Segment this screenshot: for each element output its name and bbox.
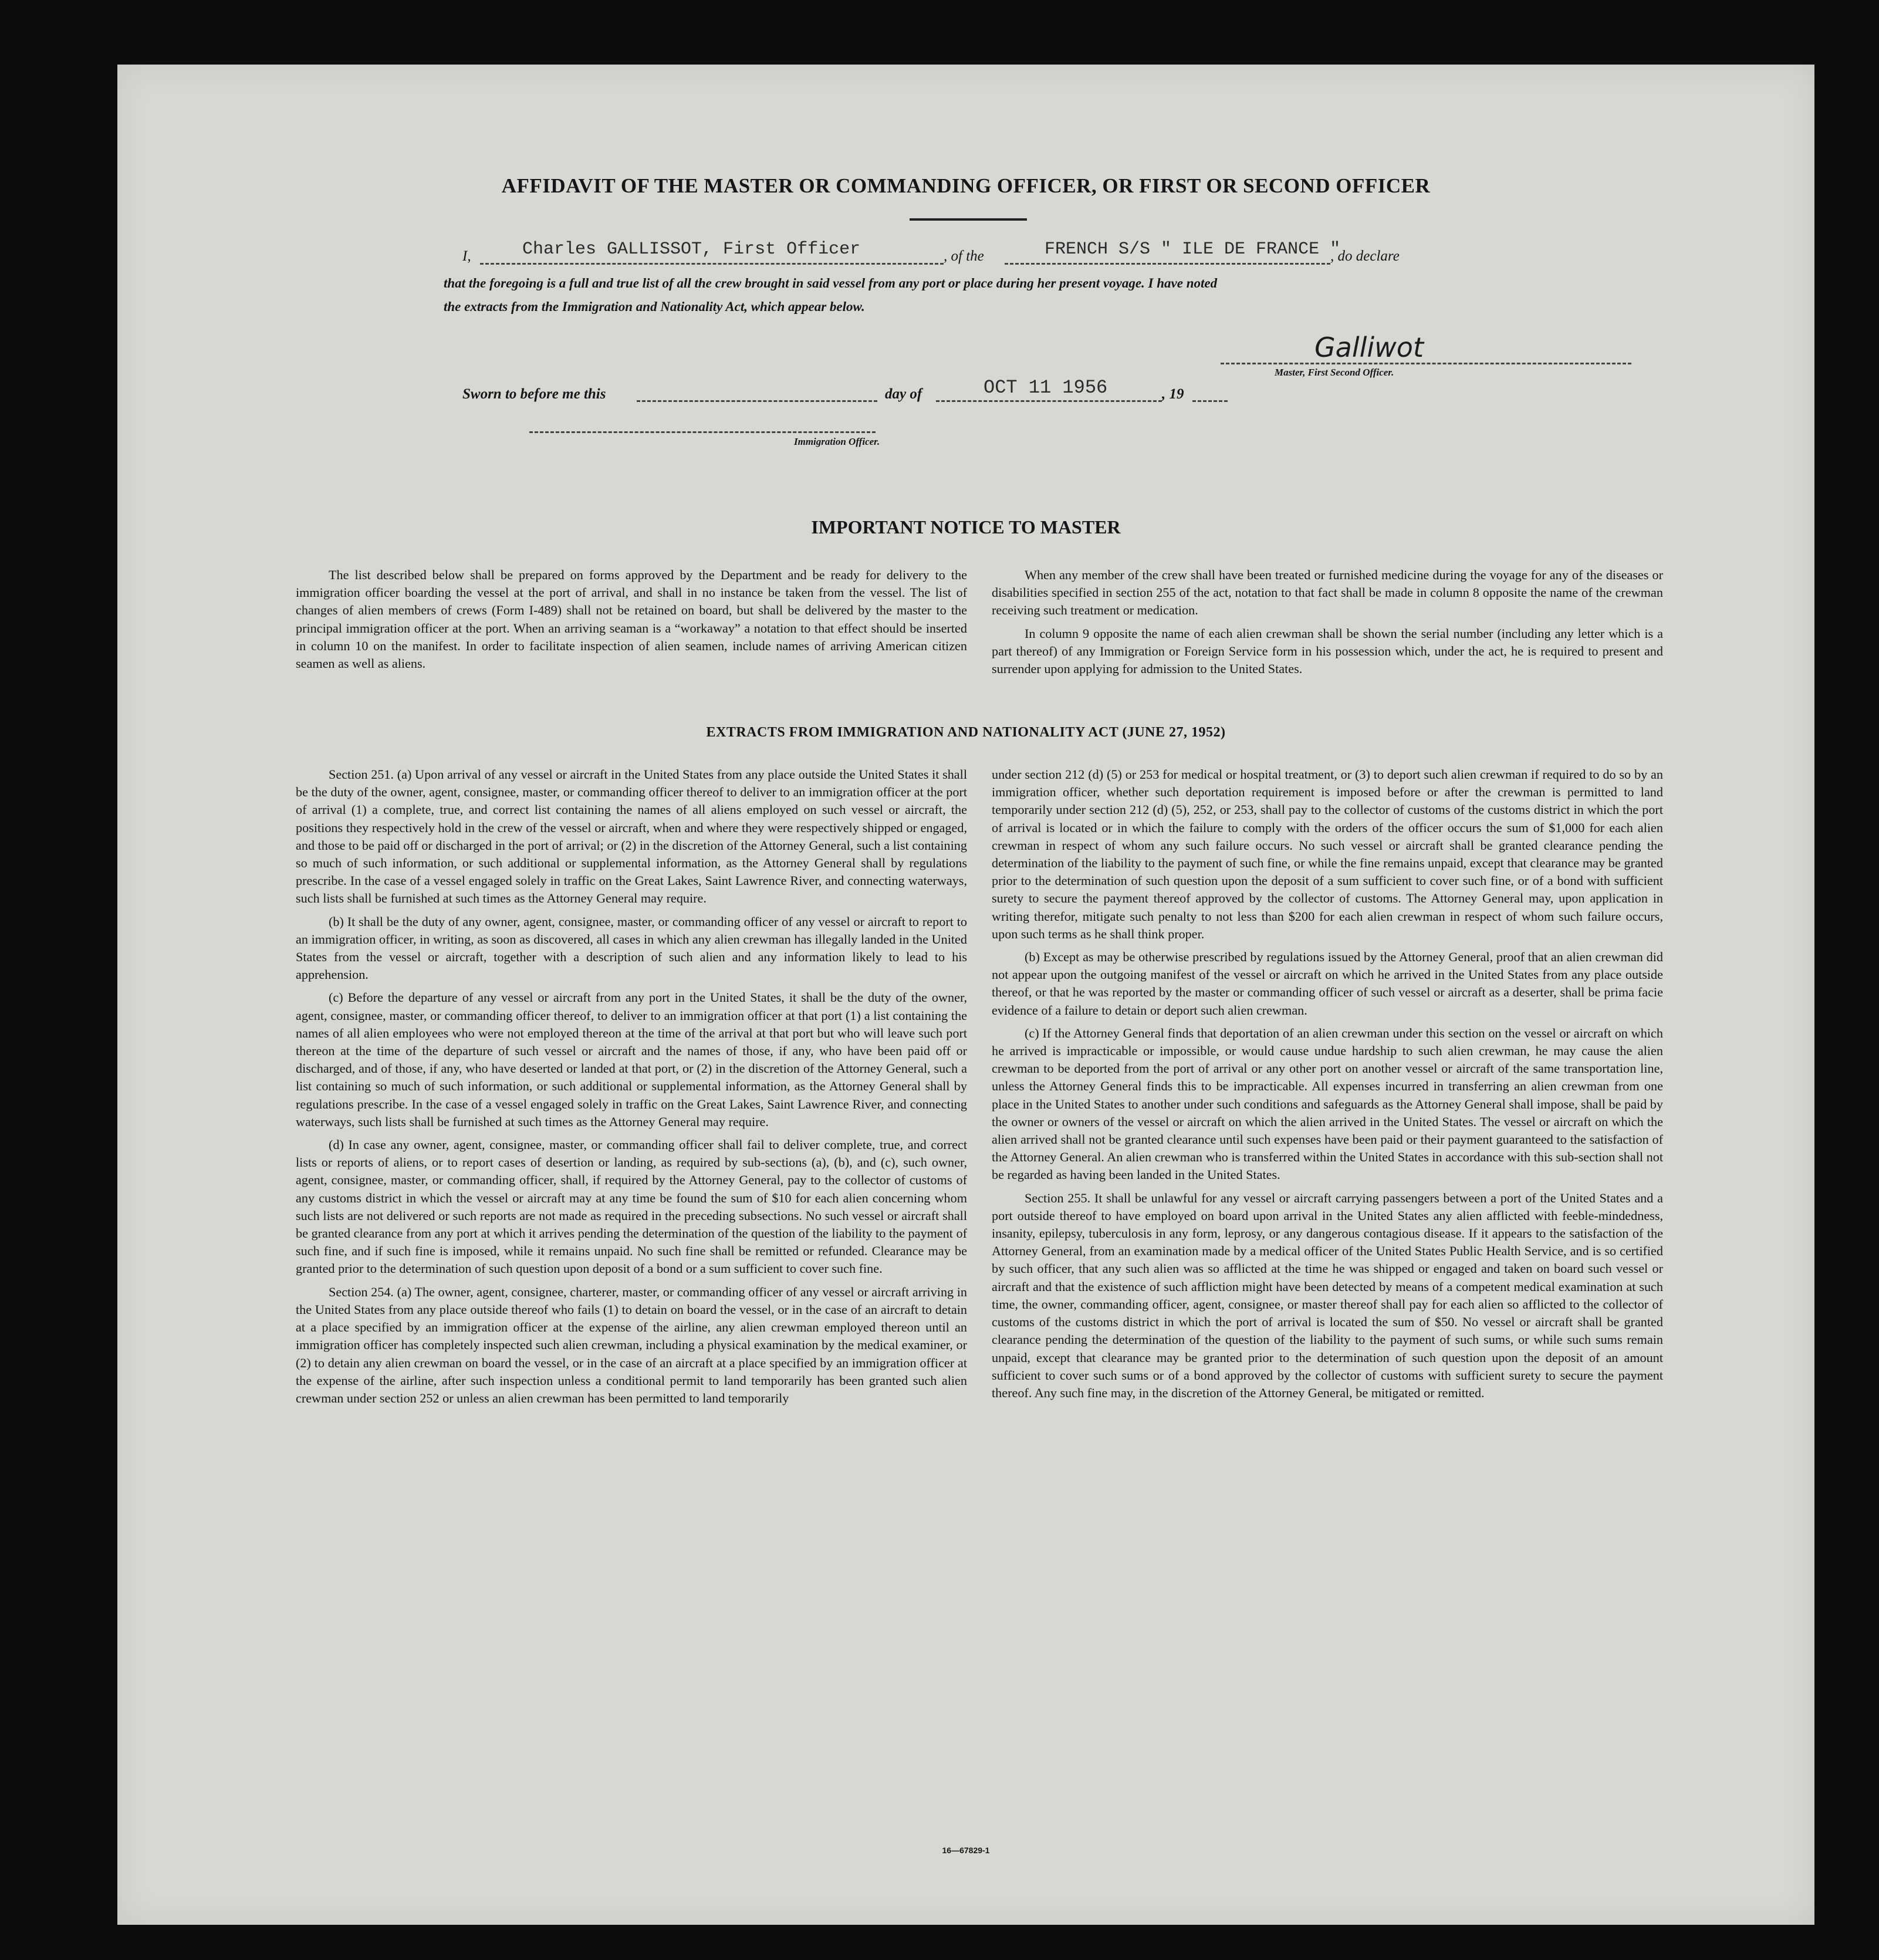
document-page <box>117 65 1814 1925</box>
notice-paragraph: In column 9 opposite the name of each alien crewman shall be shown the serial number (including any letter which is a part thereof) of any Immigration or Foreign Service form in his possession which, under the act, he is required to present and surrender upon applying for admission to the United States. <box>992 626 1663 677</box>
section-251-c: (c) Before the departure of any vessel or aircraft from any port in the United States, it shall be the duty of the owner, agent, consignee, master, or commanding officer thereof, to deliver to an immigration officer at that port (1) a list containing the names of all alien employees who were not employed thereon at the time of the arrival at that port but who will leave such port thereon at the time of the departure of such vessel or aircraft and the names of those, if any, who have been paid off or discharged, and of those, if any, who have deserted or landed at that port, or (2) in the discretion of the Attorney General, such a list containing so much of such information, or such additional or supplemental information, as the Attorney General shall by regulations prescribe. In the case of a vessel engaged solely in traffic on the Great Lakes, Saint Lawrence River, and connecting waterways, such lists shall be furnished at such times as the Attorney General may require. <box>296 990 967 1129</box>
declaration-line-2: the extracts from the Immigration and Nationality Act, which appear below. <box>444 299 865 314</box>
notice-title: IMPORTANT NOTICE TO MASTER <box>811 516 1121 538</box>
immigration-officer-label: Immigration Officer. <box>794 436 880 447</box>
day-of-label: day of <box>885 386 922 402</box>
title-rule <box>910 218 1027 221</box>
affidavit-title: AFFIDAVIT OF THE MASTER OR COMMANDING OFFICER, OR FIRST OR SECOND OFFICER <box>501 174 1431 197</box>
year-label: , 19 <box>1162 386 1184 402</box>
section-254-a: Section 254. (a) The owner, agent, consignee, charterer, master, or commanding officer of any vessel or aircraft arriving in the United States from any place outside thereof who fails (1) to detain on board the vessel, or in the case of an aircraft to detain at a place specified by an immigration officer at the expense of the airline, any alien crewman employed thereon until an immigration officer has completely inspected such alien crewman, including a physical examination by the medical examiner, or (2) to detain any alien crewman on board the vessel, or in the case of an aircraft at a place specified by an immigration officer at the expense of the airline, after such inspection unless a conditional permit to land temporarily has been granted such alien crewman under section 252 or unless an alien crewman has been permitted to land temporarily <box>296 1284 967 1405</box>
officer-name-line <box>480 263 944 265</box>
sworn-label: Sworn to before me this <box>462 386 606 402</box>
notice-paragraph: When any member of the crew shall have been treated or furnished medicine during the voyage for any of the diseases or disabilities specified in section 255 of the act, notation to that fact shall be made in column 8 opposite the name of the crewman receiving such treatment or medication. <box>992 567 1663 618</box>
date-line <box>936 400 1162 402</box>
extracts-right-column <box>992 766 1663 1407</box>
notice-right-column <box>992 566 1663 683</box>
extracts-title: EXTRACTS FROM IMMIGRATION AND NATIONALITY ACT (JUNE 27, 1952) <box>706 725 1226 740</box>
i-label: I, <box>462 248 471 264</box>
immigration-officer-line <box>529 431 876 433</box>
notice-paragraph: The list described below shall be prepared on forms approved by the Department and be ready for delivery to the immigration officer boarding the vessel at the port of arrival, and shall in no instance be taken from the vessel. The list of changes of alien members of crews (Form I-489) shall not be retained on board, but shall be delivered by the master to the principal immigration officer at the port. When an arriving seaman is a “workaway” a notation to that effect should be inserted in column 10 on the manifest. In order to facilitate inspection of alien seamen, include names of arriving American citizen seamen as well as aliens. <box>296 567 967 671</box>
form-number: 16—67829-1 <box>942 1846 990 1855</box>
declaration-line-1: that the foregoing is a full and true list of all the crew brought in said vessel from any port or place during her present voyage. I have noted <box>444 276 1218 290</box>
of-the-label: , of the <box>944 248 984 264</box>
vessel-name-line <box>1005 263 1330 265</box>
officer-signature: Galliwot <box>1314 332 1424 363</box>
section-254-a-cont: under section 212 (d) (5) or 253 for medical or hospital treatment, or (3) to deport such alien crewman if required to do so by an immigration officer, whether such deportation requirement is imposed before or after the crewman is permitted to land temporarily under section 212 (d) (5), 252, or 253, shall pay to the collector of customs of the customs district in which the port of arrival is located or in which the failure to comply with the orders of the officer occurs the sum of $1,000 for each alien crewman in respect of whom any such failure occurs. No such vessel or aircraft shall be granted clearance pending the determination of the liability to the payment of such fine, or while the fine remains unpaid, except that clearance may be granted prior to the determination of such question upon the deposit of a sum sufficient to cover such fine, or of a bond with sufficient surety to secure the payment thereof approved by the collector of customs. The Attorney General may, upon application in writing therefor, mitigate such penalty to not less than $200 for each alien crewman in respect of whom such failure occurs, upon such terms as he shall think proper. <box>992 767 1663 941</box>
signature-caption: Master, First Second Officer. <box>1275 367 1394 378</box>
vessel-name: FRENCH S/S " ILE DE FRANCE " <box>1045 239 1341 259</box>
year-line <box>1192 400 1228 402</box>
date-stamp: OCT 11 1956 <box>984 377 1108 398</box>
sworn-day-line <box>637 400 877 402</box>
signature-line <box>1221 363 1631 364</box>
do-declare-label: , do declare <box>1330 248 1400 264</box>
notice-left-column <box>296 566 967 678</box>
section-251-b: (b) It shall be the duty of any owner, agent, consignee, master, or commanding officer of any vessel or aircraft to report to an immigration officer, in writing, as soon as discovered, all cases in which any alien crewman has illegally landed in the United States from the vessel or aircraft, together with a description of such alien and any information likely to lead to his apprehension. <box>296 914 967 982</box>
extracts-left-column <box>296 766 967 1412</box>
section-251-d: (d) In case any owner, agent, consignee, master, or commanding officer shall fail to deliver complete, true, and correct lists or reports of aliens, or to report cases of desertion or landing, as required by sub-sections (a), (b), and (c), such owner, agent, consignee, master, or commanding officer, shall, if required by the Attorney General, pay to the collector of customs of any customs district in which the vessel or aircraft may at any time be found the sum of $10 for each alien concerning whom such lists are not delivered or such reports are not made as required in the preceding subsections. No such vessel or aircraft shall be granted clearance from any port at which it arrives pending the determination of the question of the liability to the payment of such fine, and if such fine is imposed, while it remains unpaid. No such fine shall be remitted or refunded. Clearance may be granted prior to the determination of such question upon deposit of a bond or a sum sufficient to cover such fine. <box>296 1137 967 1276</box>
section-251-a: Section 251. (a) Upon arrival of any vessel or aircraft in the United States from any place outside the United States it shall be the duty of the owner, agent, consignee, master, or commanding officer thereof to deliver to an immigration officer at the port of arrival (1) a complete, true, and correct list containing the names of all aliens employed on such vessel or aircraft, the positions they respectively hold in the crew of the vessel or aircraft, when and where they were respectively shipped or engaged, and those to be paid off or discharged in the port of arrival; or (2) in the discretion of the Attorney General, such a list containing so much of such information, or such additional or supplemental information, as the Attorney General shall by regulations prescribe. In the case of a vessel engaged solely in traffic on the Great Lakes, Saint Lawrence River, and connecting waterways, such lists shall be furnished at such times as the Attorney General may require. <box>296 767 967 906</box>
section-254-c: (c) If the Attorney General finds that deportation of an alien crewman under this section on the vessel or aircraft on which he arrived is impracticable or impossible, or would cause undue hardship to such alien crewman, he may cause the alien crewman to be deported from the port of arrival or any other port on another vessel or aircraft of the same transportation line, unless the Attorney General finds this to be impracticable. All expenses incurred in transferring an alien crewman from one place in the United States to another under such conditions and safeguards as the Attorney General shall impose, shall be paid by the owner or owners of the vessel or aircraft on which the alien arrived in the United States. The vessel or aircraft on which the alien arrived shall not be granted clearance until such expenses have been paid or their payment guaranteed to the satisfaction of the Attorney General. An alien crewman who is transferred within the United States in accordance with this sub-section shall not be regarded as having been landed in the United States. <box>992 1025 1663 1182</box>
section-255: Section 255. It shall be unlawful for any vessel or aircraft carrying passengers between a port of the United States and a port outside thereof to have employed on board upon arrival in the United States any alien afflicted with feeble-mindedness, insanity, epilepsy, tuberculosis in any form, leprosy, or any dangerous contagious disease. If it appears to the satisfaction of the Attorney General, from an examination made by a medical officer of the United States Public Health Service, and is so certified by such officer, that any such alien was so afflicted at the time he was shipped or engaged and taken on board such vessel or aircraft and that the existence of such affliction might have been detected by means of a competent medical examination at such time, the owner, commanding officer, agent, consignee, or master thereof shall pay for each alien so afflicted to the collector of customs of the customs district in which the port of arrival is located the sum of $50. No vessel or aircraft shall be granted clearance pending the determination of the question of the liability to the payment of such sums, or while such sums remain unpaid, except that clearance may be granted prior to the determination of such question upon the deposit of an amount sufficient to cover such sums or of a bond approved by the collector of customs with sufficient surety to secure the payment thereof. Any such fine may, in the discretion of the Attorney General, be mitigated or remitted. <box>992 1190 1663 1400</box>
section-254-b: (b) Except as may be otherwise prescribed by regulations issued by the Attorney General, proof that an alien crewman did not appear upon the outgoing manifest of the vessel or aircraft on which he arrived in the United States from any place outside thereof, or that he was reported by the master or commanding officer of such vessel or aircraft as a deserter, shall be prima facie evidence of a failure to detain or deport such alien crewman. <box>992 949 1663 1018</box>
officer-name: Charles GALLISSOT, First Officer <box>522 239 861 259</box>
